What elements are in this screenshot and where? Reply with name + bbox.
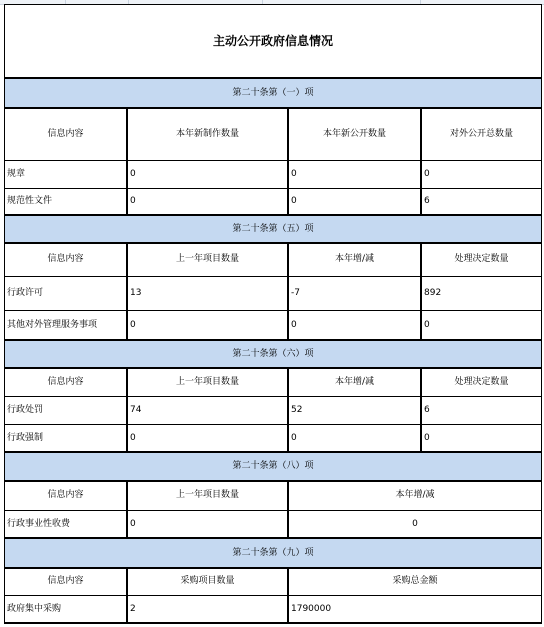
grid-line [4,567,542,569]
section-2-col-2-header: 上一年项目数量 [175,254,239,264]
grid-line [420,243,422,340]
grid-line [4,77,542,79]
section-3-col-1-header: 信息内容 [47,376,84,387]
grid-line [126,243,128,340]
grid-line [4,510,542,511]
section-3-col-3-header: 本年增/减 [334,376,375,387]
grid-line [4,4,5,624]
grid-line [126,108,128,215]
table-cell: 0 [130,518,136,529]
table-cell: 0 [412,518,418,529]
section-1-col-4-header: 对外公开总数量 [449,128,513,139]
grid-line [126,481,128,538]
table-cell: 6 [424,404,430,415]
table-cell: 0 [130,319,136,330]
grid-line [420,368,422,452]
grid-line [4,242,542,244]
section-2-col-4-header: 处理决定数量 [454,254,509,264]
table-cell: 行政处罚 [7,404,44,415]
table-cell: 6 [424,196,430,206]
grid-line [4,537,542,539]
table-title: 主动公开政府信息情况 [212,34,333,48]
section-5-col-3-header: 采购总金额 [392,576,438,586]
grid-line [4,424,542,425]
section-1-col-1-header: 信息内容 [47,128,84,139]
table-cell: 行政事业性收费 [7,518,71,529]
grid-line [4,622,542,624]
grid-line [4,396,542,397]
section-4-col-2-header: 上一年项目数量 [175,490,239,500]
section-3-col-4-header: 处理决定数量 [454,376,509,387]
table-cell: 0 [130,196,136,206]
section-2-col-3-header: 本年增/减 [334,254,375,264]
section-4-col-1-header: 信息内容 [47,490,84,500]
grid-line [4,339,542,341]
table-cell: 行政强制 [7,432,44,443]
grid-line [287,568,289,623]
grid-line [4,276,542,277]
table-cell: 0 [424,168,430,179]
table-cell: 2 [130,603,136,614]
section-1-heading: 第二十条第（一）项 [4,78,542,108]
table-cell: 1790000 [291,603,332,614]
grid-line [287,108,289,215]
grid-line [4,367,542,369]
section-4-heading: 第二十条第（八）项 [4,452,542,481]
table-cell: 规章 [7,168,26,179]
grid-line [4,595,542,596]
grid-line [420,108,422,215]
section-3-col-2-header: 上一年项目数量 [175,376,239,387]
section-1-col-2-header: 本年新制作数量 [175,128,239,139]
section-1-col-3-header: 本年新公开数量 [322,128,386,139]
grid-line [4,480,542,482]
table-cell: 0 [291,319,297,330]
table-cell: 0 [424,319,430,330]
grid-line [4,160,542,161]
grid-line [4,188,542,189]
grid-line [287,243,289,340]
table-cell: 0 [424,432,430,443]
grid-line [126,368,128,452]
grid-line [287,368,289,452]
table-cell: 0 [291,432,297,443]
table-cell: 74 [130,404,142,415]
grid-line [4,4,542,5]
section-2-heading: 第二十条第（五）项 [4,215,542,243]
table-cell: 0 [130,168,136,179]
table-cell: -7 [291,287,300,298]
table-cell: 规范性文件 [7,196,53,206]
grid-line [4,310,542,311]
grid-line [4,107,542,109]
section-5-heading: 第二十条第（九）项 [4,538,542,568]
table-cell: 52 [291,404,303,415]
table-cell: 其他对外管理服务事项 [7,319,98,330]
table-cell: 892 [424,287,442,298]
section-3-heading: 第二十条第（六）项 [4,340,542,368]
grid-line [4,214,542,216]
table-cell: 0 [291,168,297,179]
section-5-col-2-header: 采购项目数量 [180,576,235,586]
table-cell: 0 [291,196,297,206]
section-4-col-3-header: 本年增/减 [395,490,435,500]
section-2-col-1-header: 信息内容 [47,254,84,264]
grid-line [287,481,289,538]
table-cell: 0 [130,432,136,443]
table-cell: 行政许可 [7,287,44,298]
section-5-col-1-header: 信息内容 [47,576,84,586]
table-cell: 13 [130,287,142,298]
table-cell: 政府集中采购 [7,603,62,614]
grid-line [4,451,542,453]
grid-line [126,568,128,623]
grid-line [541,4,542,624]
